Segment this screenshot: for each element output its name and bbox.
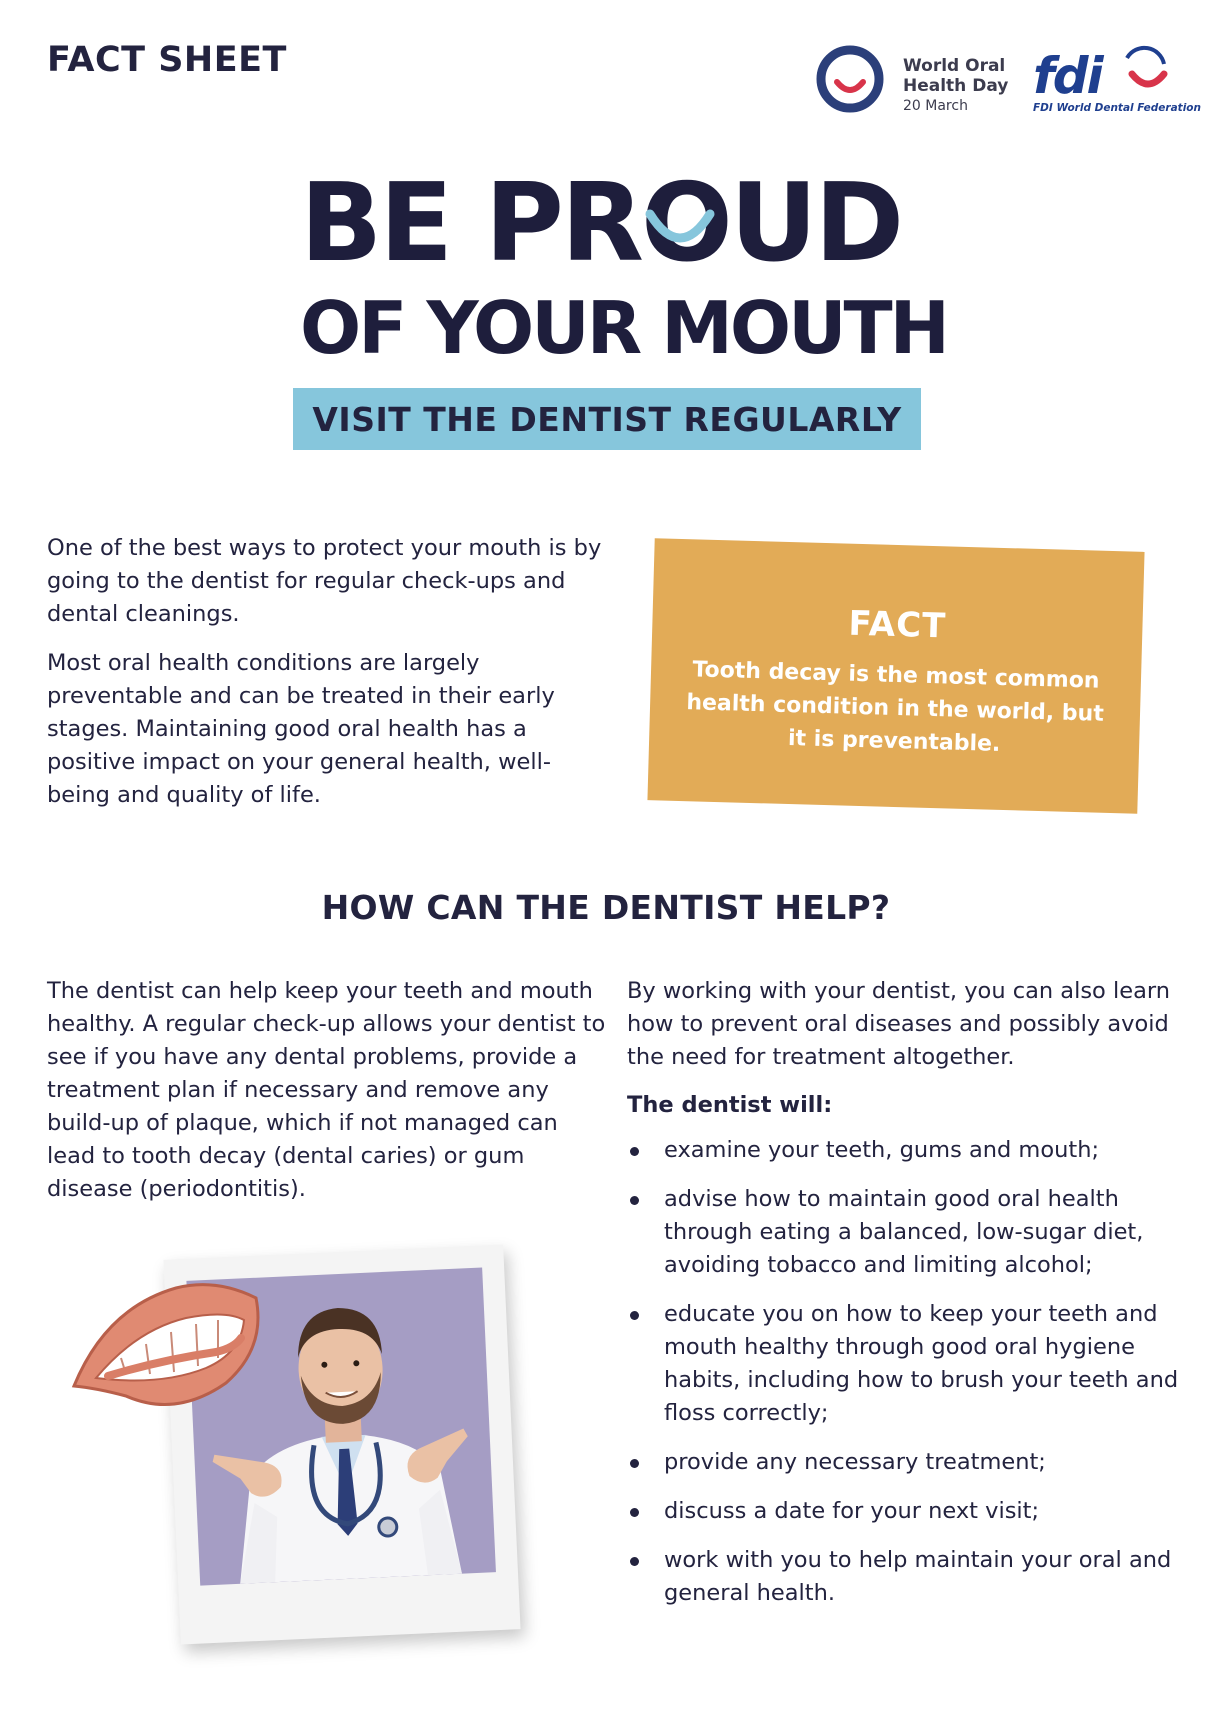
fact-card: [647, 538, 1144, 814]
fdi-logo-subtitle: FDI World Dental Federation: [1033, 102, 1201, 114]
bullet-icon: [630, 1147, 639, 1156]
list-item: [627, 1544, 1187, 1610]
wohd-title: [903, 56, 1008, 96]
list-item: [627, 1134, 1187, 1167]
list-item-text: discuss a date for your next visit;: [664, 1498, 1040, 1524]
list-item: [627, 1298, 1187, 1430]
bullet-icon: [630, 1508, 639, 1517]
dentist-will-label: The dentist will:: [627, 1092, 833, 1118]
list-item-text: educate you on how to keep your teeth and mouth healthy through good oral hygiene habits, including how to brush your teeth and floss correctly;: [664, 1301, 1179, 1426]
right-column-intro: By working with your dentist, you can also learn how to prevent oral diseases and possibly avoid the need for treatment altogether.: [627, 978, 1170, 1070]
section-heading: HOW CAN THE DENTIST HELP?: [321, 888, 891, 927]
list-item: [627, 1495, 1187, 1528]
wohd-title-line2: Health Day: [903, 76, 1009, 96]
list-item: [627, 1183, 1187, 1282]
wohd-title-line1: World Oral: [903, 56, 1006, 76]
left-column-text: The dentist can help keep your teeth and mouth healthy. A regular check-up allows your dentist to see if you have any dental problems, provide a treatment plan if necessary and remove any build-up of plaque, which if not managed can lead to tooth decay (dental caries) or gum disease (periodontitis).: [47, 978, 606, 1202]
fact-sheet-label: FACT SHEET: [47, 40, 287, 80]
title-line1: BE PROUD: [300, 161, 902, 286]
smiling-lips-icon: [66, 1268, 266, 1418]
intro-paragraph-2: Most oral health conditions are largely preventable and can be treated in their early stages. Maintaining good oral health has a positive impact on your general health, well-being and quality of life.: [47, 650, 555, 808]
subtitle-banner: [293, 388, 921, 450]
wohd-date: 20 March: [903, 98, 968, 114]
list-item-text: work with you to help maintain your oral and general health.: [664, 1547, 1172, 1606]
title-line2: OF YOUR MOUTH: [300, 286, 947, 370]
list-item-text: provide any necessary treatment;: [664, 1449, 1046, 1475]
intro-text: [47, 532, 607, 828]
fact-card-title: FACT: [847, 603, 947, 647]
fact-card-body: Tooth decay is the most common health condition in the world, but it is preventable.: [686, 657, 1105, 757]
list-item: [627, 1446, 1187, 1479]
bullet-icon: [630, 1311, 639, 1320]
subtitle-banner-text: VISIT THE DENTIST REGULARLY: [312, 399, 902, 439]
dentist-will-list: [627, 1134, 1187, 1610]
bullet-icon: [630, 1459, 639, 1468]
bullet-icon: [630, 1557, 639, 1566]
smile-icon: [640, 200, 720, 262]
world-oral-health-day-logo-icon: [815, 44, 885, 114]
right-column: [627, 975, 1187, 1626]
list-item-text: advise how to maintain good oral health through eating a balanced, low-sugar diet, avoiding tobacco and limiting alcohol;: [664, 1186, 1144, 1278]
list-item-text: examine your teeth, gums and mouth;: [664, 1137, 1100, 1163]
intro-paragraph-1: One of the best ways to protect your mouth is by going to the dentist for regular check-ups and dental cleanings.: [47, 535, 602, 627]
fdi-logo-word: fdi: [1033, 47, 1102, 105]
bullet-icon: [630, 1196, 639, 1205]
